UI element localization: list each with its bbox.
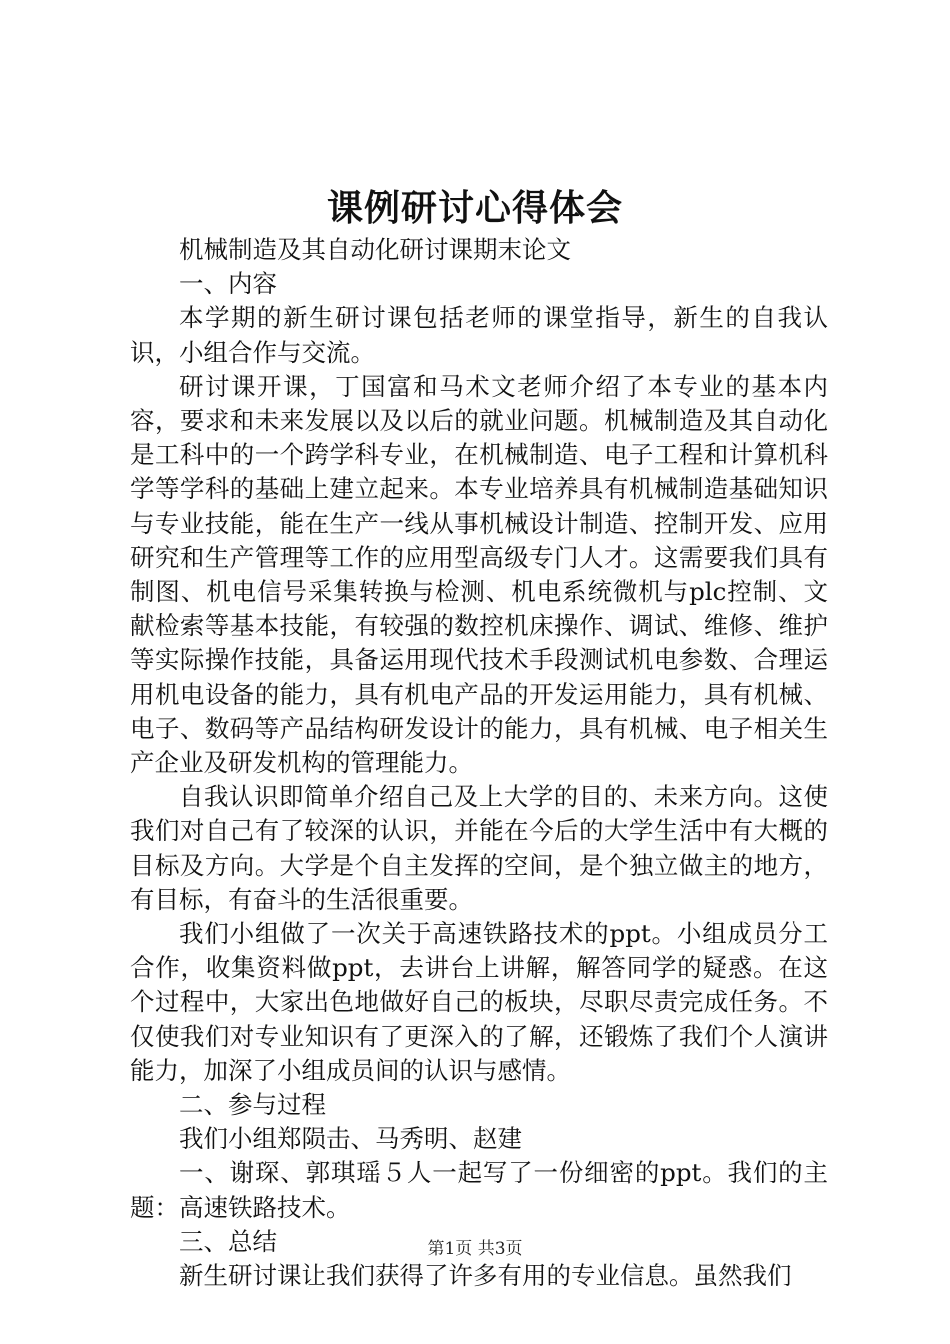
document-title: 课例研讨心得体会 — [326, 187, 623, 229]
paragraph-heading-process: 二、参与过程 — [179, 1090, 326, 1120]
paragraph-group-work: 我们小组做了一次关于高速铁路技术的ppt。小组成员分工合作，收集资料做ppt，去讲台上讲解，解答同学的疑惑。在这个过程中，大家出色地做好自己的板块，尽职尽责完成任务。不仅使我们对专业知识有了更深入的了解，还锻炼了我们个人演讲能力，加深了小组成员间的认识与感情。 — [130, 919, 828, 1085]
paragraph-intro: 本学期的新生研讨课包括老师的课堂指导，新生的自我认识，小组合作与交流。 — [130, 303, 828, 367]
paragraph-self-awareness: 自我认识即简单介绍自己及上大学的目的、未来方向。这使我们对自己有了较深的认识，并能在今后的大学生活中有大概的目标及方向。大学是个自主发挥的空间，是个独立做主的地方，有目标，有奋斗的生活很重要。 — [130, 782, 828, 914]
document-body — [130, 233, 828, 1293]
paragraph-group-members-cont: 一、谢琛、郭琪瑶５人一起写了一份细密的ppt。我们的主题：高速铁路技术。 — [130, 1158, 828, 1222]
paragraph-summary: 新生研讨课让我们获得了许多有用的专业信息。虽然我们 — [179, 1261, 792, 1291]
paragraph-subtitle: 机械制造及其自动化研讨课期末论文 — [179, 235, 571, 264]
page-footer: 第1页 共3页 — [427, 1239, 523, 1259]
paragraph-group-members: 我们小组郑陨击、马秀明、赵建 — [179, 1124, 522, 1154]
paragraph-heading-summary: 三、总结 — [179, 1226, 277, 1256]
paragraph-heading-content: 一、内容 — [179, 269, 277, 299]
paragraph-course-opening: 研讨课开课，丁国富和马术文老师介绍了本专业的基本内容，要求和未来发展以及以后的就业问题。机械制造及其自动化是工科中的一个跨学科专业，在机械制造、电子工程和计算机科学等学科的基础上建立起来。本专业培养具有机械制造基础知识与专业技能，能在生产一线从事机械设计制造、控制开发、应用研究和生产管理等工作的应用型高级专门人才。这需要我们具有制图、机电信号采集转换与检测、机电系统微机与plc控制、文献检索等基本技能，有较强的数控机床操作、调试、维修、维护等实际操作技能，具备运用现代技术手段测试机电参数、合理运用机电设备的能力，具有机电产品的开发运用能力，具有机械、电子、数码等产品结构研发设计的能力，具有机械、电子相关生产企业及研发机构的管理能力。 — [130, 371, 828, 778]
